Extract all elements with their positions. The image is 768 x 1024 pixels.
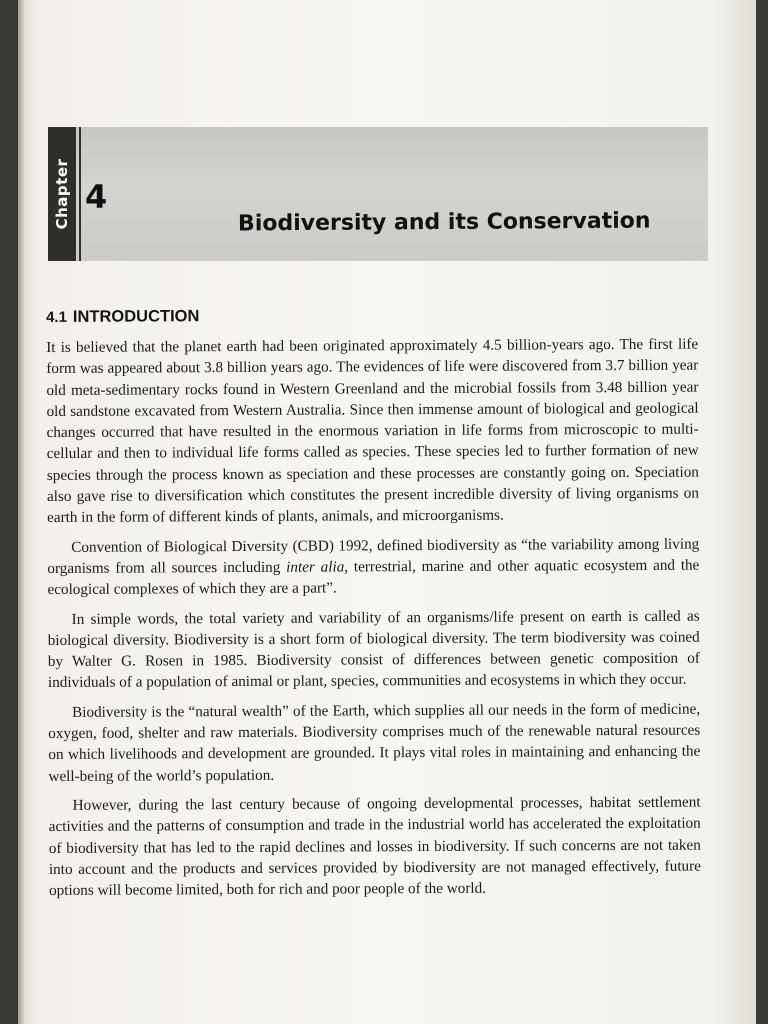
paragraph-2-part-1: Convention of Biological Diversity (CBD) 1992, defined biodiversity as “the variability among living organisms from all sources including [47,535,700,577]
paragraph-5: However, during the last century because of ongoing developmental processes, habitat settlement activities and the patterns of consumption and trade in the industrial world has accelerated the exploitation of biodiversity that has led to the rapid declines and losses in biodiversity. If such concerns are not taken into account and the products and services provided by biodiversity are not managed effectively, future options will become limited, both for rich and poor people of the world. [48,793,701,900]
page-gutter-shadow [18,0,24,1024]
paragraph-1: It is believed that the planet earth had been originated approximately 4.5 billion-years ago. The first life form was appeared about 3.8 billion years ago. The evidences of life were discovered from 3.7 billion year old meta-sedimentary rocks found in Western Greenland and the microbial fossils from 3.48 billion year old sandstone excavated from Western Australia. Since then immense amount of biological and geological changes occurred that have resulted in the enormous variation in life forms from microscopic to multi-cellular and then to individual life forms called as species. These species led to further formation of new species through the process known as speciation and these processes are constantly going on. Speciation also gave rise to diversification which constitutes the present incredible diversity of living organisms on earth in the form of different kinds of plants, animals, and microorganisms. [46,335,700,527]
section-title: INTRODUCTION [72,307,200,326]
section-number: 4.1 [46,308,67,326]
book-page [18,0,756,1024]
paragraph-3: In simple words, the total variety and variability of an organisms/life present on earth is called as biological diversity. Biodiversity is a short form of biological diversity. The term biodiversity was coined by Walter G. Rosen in 1985. Biodiversity consist of differences between genetic composition of individuals of a population of animal or plant, species, communities and ecosystems in which they occur. [47,607,700,692]
paragraph-2-part-2: , terrestrial, marine and other aquatic ecosystem and the ecological complexes of which they are a part”. [47,556,700,599]
chapter-body [46,305,701,910]
section-heading [46,305,698,327]
paragraph-2 [47,533,699,600]
chapter-number: 4 [85,178,108,216]
chapter-banner [48,127,708,261]
paragraph-4: Biodiversity is the “natural wealth” of the Earth, which supplies all our needs in the form of medicine, oxygen, food, shelter and raw materials. Biodiversity comprises much of the renewable natural resources on which livelihoods and development are grounded. It plays vital roles in maintaining and enhancing the well-being of the world’s population. [48,700,701,785]
chapter-label: Chapter [53,158,71,230]
paragraph-2-italic: inter alia [286,558,345,576]
chapter-title: Biodiversity and its Conservation [237,208,651,237]
chapter-divider [79,127,81,261]
